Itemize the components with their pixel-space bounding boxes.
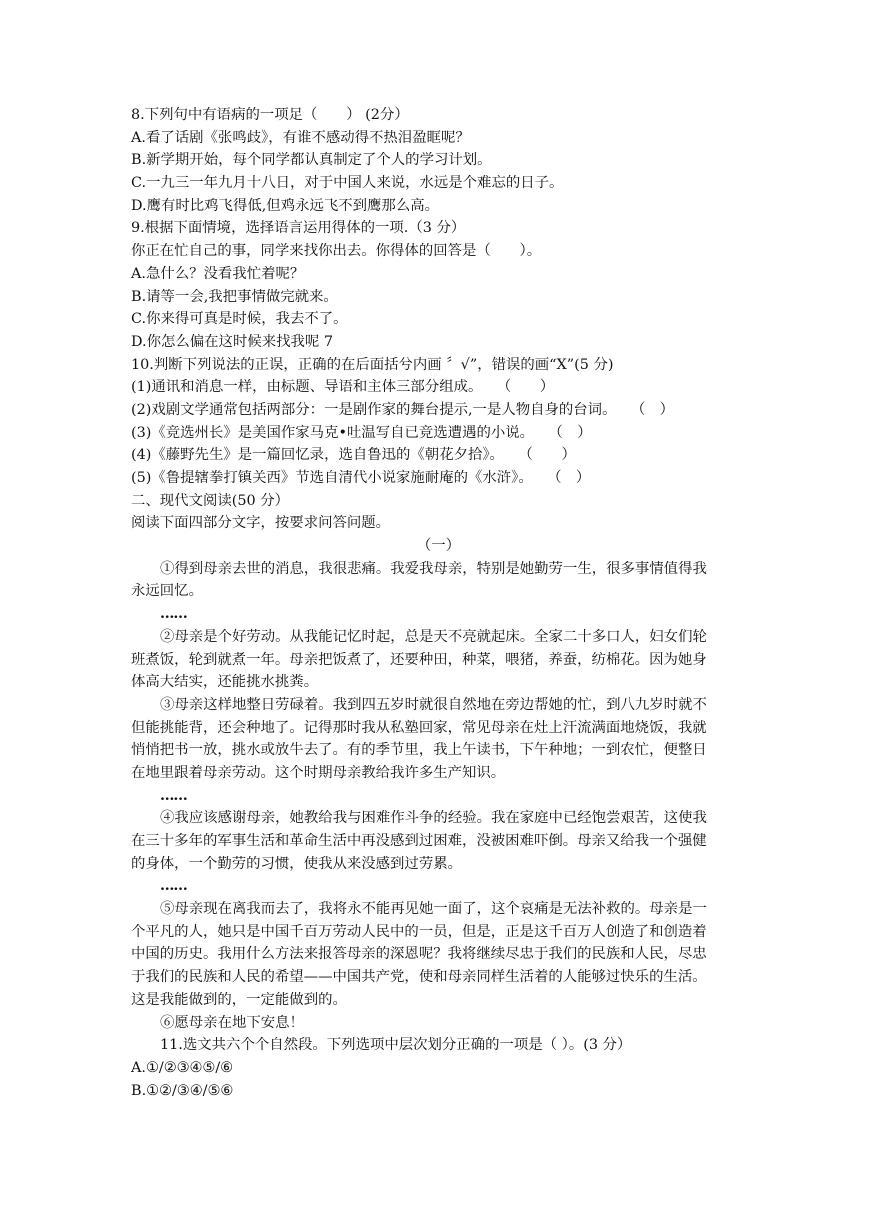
paragraph-5-line: 这是我能做到的，一定能做到的。 <box>131 991 347 1008</box>
q10-item-4: (4)《藤野先生》是一篇回忆录，选自鲁迅的《朝花夕拾》。 （ ） <box>131 447 576 464</box>
paragraph-3-line: 悄悄把书一放，挑水或放牛去了。有的季节里，我上午读书，下午种地；一到农忙，便整日 <box>131 742 707 759</box>
part-label: （一） <box>416 538 461 555</box>
paragraph-4-line: 的身体，一个勤劳的习惯，使我从来没感到过劳累。 <box>131 855 462 872</box>
q10-item-1: (1)通讯和消息一样，由标题、导语和主体三部分组成。 （ ） <box>131 379 555 396</box>
q10-stem: 10.判断下列说法的正误，正确的在后面括兮内画 〞√”，错误的画“X”(5 分) <box>131 356 614 373</box>
ellipsis: …… <box>160 877 187 895</box>
paragraph-1-line: 永远回忆。 <box>131 583 203 600</box>
ellipsis: …… <box>160 786 187 804</box>
q8-option-d: D.鹰有时比鸡飞得低,但鸡永远飞不到鹰那么高。 <box>131 197 439 214</box>
paragraph-5-line: 于我们的民族和人民的希望——中国共产党，使和母亲同样生活着的人能够过快乐的生活。 <box>131 969 707 986</box>
q10-item-5: (5)《鲁提辖拳打镇关西》节选自清代小说家施耐庵的《水浒》。 （ ） <box>131 470 591 486</box>
q11-option-a: A.①/②③④⑤/⑥ <box>131 1059 234 1076</box>
paragraph-4-line: 在三十多年的军事生活和革命生活中再没感到过困难，没被困难吓倒。母亲又给我一个强健 <box>131 833 707 849</box>
q8-option-a: A.看了话剧《张鸣歧》，有谁不感动得不热泪盈眶呢？ <box>131 129 470 146</box>
paragraph-1-line: ①得到母亲去世的消息，我很悲痛。我爱我母亲，特别是她勤劳一生，很多事情值得我 <box>160 560 707 577</box>
paragraph-2-line: 班煮饭，轮到就煮一年。母亲把饭煮了，还要种田，种菜，喂猪，养蚕，纺棉花。因为她身 <box>131 651 707 668</box>
q9-option-d: D.你怎么偏在这时候来找我呢 7 <box>131 333 334 350</box>
paragraph-5-line: ⑤母亲现在离我而去了，我将永不能再见她一面了，这个哀痛是无法补救的。母亲是一 <box>160 901 707 918</box>
exam-page <box>131 104 746 1102</box>
paragraph-2-line: 体高大结实，还能挑水挑粪。 <box>131 674 319 691</box>
q9-option-a: A.急什么？没看我忙着呢？ <box>131 265 305 282</box>
ellipsis: …… <box>160 605 187 623</box>
q9-option-b: B.请等一会,我把事情做完就来。 <box>131 288 338 305</box>
q9-option-c: C.你来得可真是时候，我去不了。 <box>131 311 348 328</box>
paragraph-5-line: 中国的历史。我用什么方法来报答母亲的深恩呢？我将继续尽忠于我们的民族和人民，尽忠 <box>131 946 707 963</box>
reading-instruction: 阅读下面四部分文字，按要求问答问题。 <box>131 515 391 532</box>
q8-stem: 8.下列句中有语病的一项足（ ） (2分） <box>131 107 409 123</box>
paragraph-4-line: ④我应该感谢母亲，她教给我与困难作斗争的经验。我在家庭中已经饱尝艰苦，这使我 <box>160 810 707 827</box>
paragraph-5-line: 个平凡的人，她只是中国千百万劳动人民中的一员，但是，正是这千百万人创造了和创造着 <box>131 923 707 940</box>
paragraph-6-line: ⑥愿母亲在地下安息！ <box>160 1014 304 1031</box>
paragraph-3-line: 在地里跟着母亲劳动。这个时期母亲教给我许多生产知识。 <box>131 764 506 781</box>
paragraph-2-line: ②母亲是个好劳动。从我能记忆时起，总是天不亮就起床。全家二十多口人，妇女们轮 <box>160 628 707 645</box>
q11-option-b: B.①②/③④/⑤⑥ <box>131 1082 234 1099</box>
paragraph-3-line: ③母亲这样地整日劳碌着。我到四五岁时就很自然地在旁边帮她的忙，到八九岁时就不 <box>160 696 707 713</box>
q8-option-b: B.新学期开始，每个同学都认真制定了个人的学习计划。 <box>131 152 492 169</box>
q9-scene: 你正在忙自己的事，同学来找你出去。你得体的回答是（ ）。 <box>131 243 542 260</box>
q11-stem: 11.选文共六个个自然段。下列选项中层次划分正确的一项是（ ）。(3 分） <box>160 1037 632 1054</box>
q9-stem: 9.根据下面情境，选择语言运用得体的一项.（3 分） <box>131 220 466 237</box>
q10-item-2: (2)戏剧文学通常包括两部分：一是剧作家的舞台提示,一是人物自身的台词。 （ ） <box>131 401 675 418</box>
q8-option-c: C.一九三一年九月十八日，对于中国人来说，水远是个难忘的日子。 <box>131 175 564 192</box>
q10-item-3: (3)《竞选州长》是美国作家马克•吐温写自已竞选遭遇的小说。 （ ） <box>131 424 592 441</box>
section-heading: 二、现代文阅读(50 分） <box>131 492 290 509</box>
paragraph-3-line: 但能挑能背，还会种地了。记得那时我从私塾回家，常见母亲在灶上汗流满面地烧饭，我就 <box>131 719 707 736</box>
